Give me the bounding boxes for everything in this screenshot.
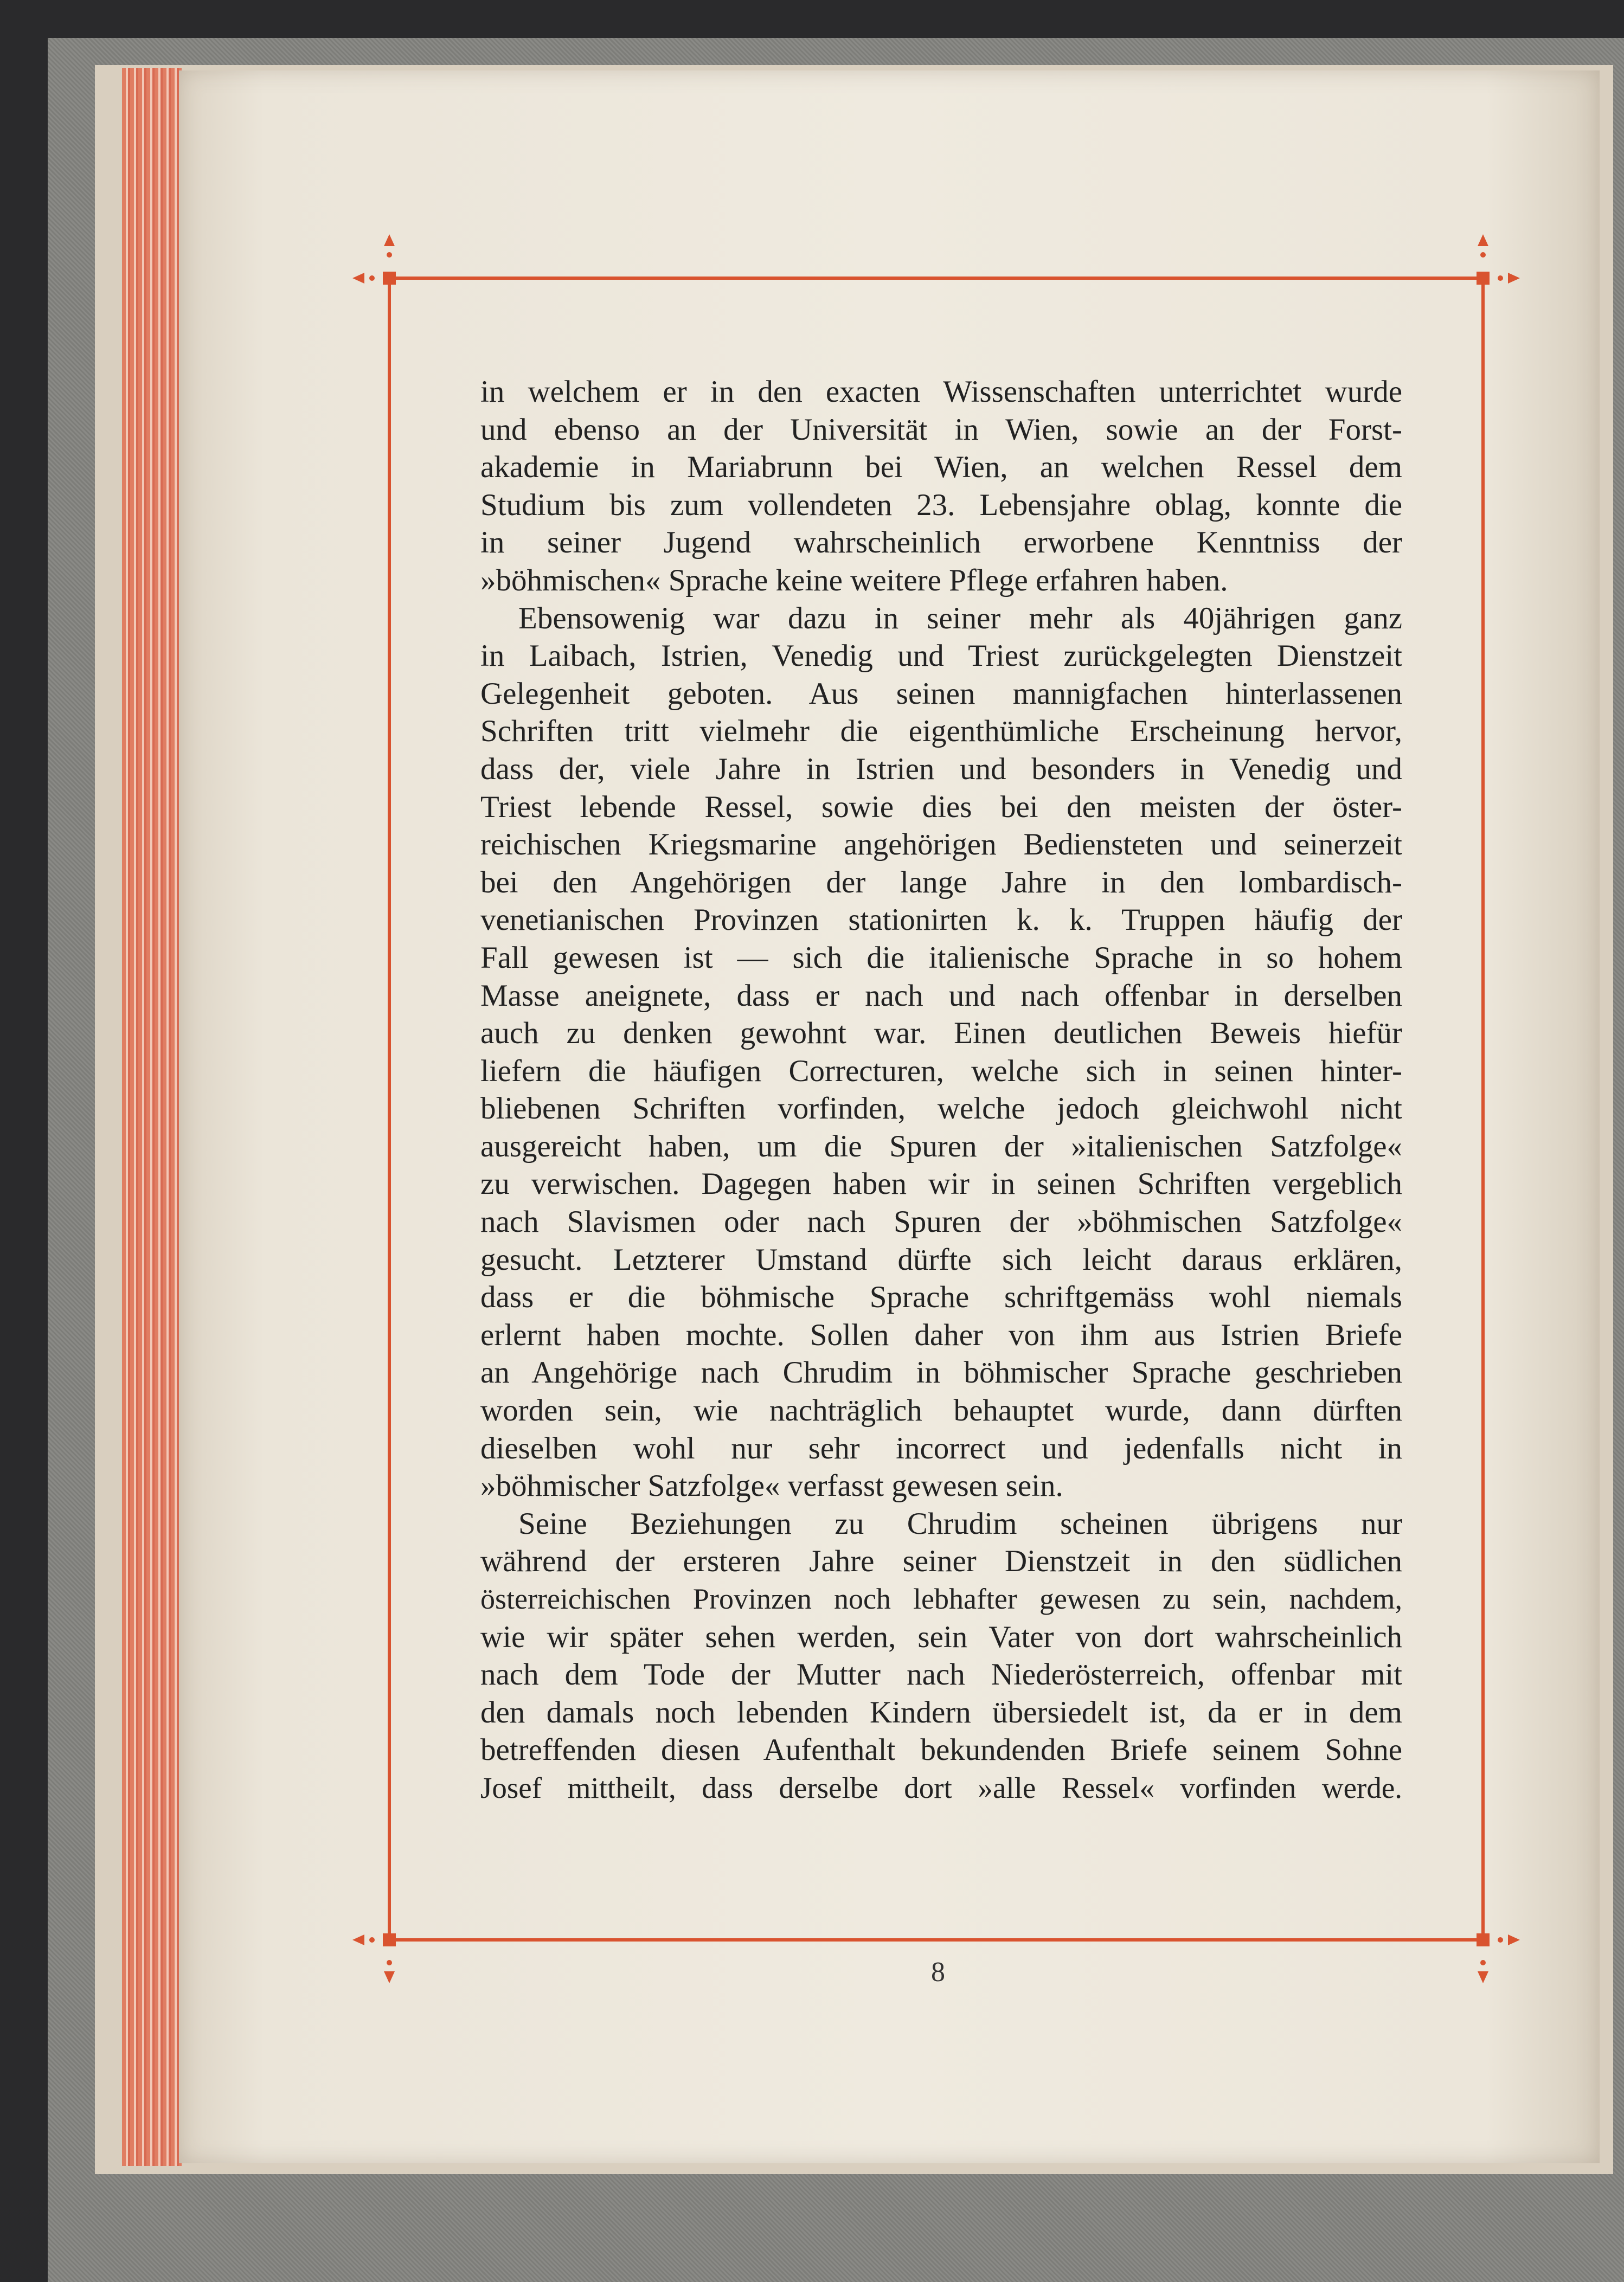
text-line: dass der, viele Jahre in Istrien und besonders in Venedig und [480,751,1402,786]
text-line: zu verwischen. Dagegen haben wir in seinen Schriften vergeblich [480,1167,1402,1201]
text-line: ausgereicht haben, um die Spuren der »italienischen Satzfolge« [480,1129,1402,1164]
text-line: in welchem er in den exacten Wissenschaften unterrichtet wurde [480,375,1402,409]
corner-ornament-top-left [352,234,396,285]
text-line: Josef mittheilt, dass derselbe dort »alle Ressel« vorfinden werde. [480,1771,1402,1804]
text-line: wie wir später sehen werden, sein Vater von dort wahrscheinlich [480,1619,1402,1654]
text-line: Schriften tritt vielmehr die eigenthümliche Erscheinung hervor, [480,714,1402,749]
text-line: in seiner Jugend wahrscheinlich erworbene Kenntniss der [480,525,1402,560]
text-line: erlernt haben mochte. Sollen daher von ihm aus Istrien Briefe [480,1317,1402,1352]
text-line: worden sein, wie nachträglich behauptet wurde, dann dürften [480,1393,1402,1428]
text-line: Fall gewesen ist — sich die italienische Sprache in so hohem [480,940,1402,975]
text-line: dieselben wohl nur sehr incorrect und jedenfalls nicht in [480,1431,1402,1465]
text-line: Triest lebende Ressel, sowie dies bei den meisten der öster- [480,789,1402,824]
text-line: Gelegenheit geboten. Aus seinen mannigfachen hinterlassenen [480,676,1402,711]
text-line: nach dem Tode der Mutter nach Niederösterreich, offenbar mit [480,1657,1402,1692]
text-line: liefern die häufigen Correcturen, welche sich in seinen hinter- [480,1053,1402,1088]
corner-ornament-top-right [1477,234,1520,285]
text-line: auch zu denken gewohnt war. Einen deutlichen Beweis hiefür [480,1016,1402,1051]
text-line: Seine Beziehungen zu Chrudim scheinen übrigens nur [518,1506,1402,1541]
text-line: venetianischen Provinzen stationirten k. k. Truppen häufig der [480,903,1402,937]
text-line: reichischen Kriegsmarine angehörigen Bediensteten und seinerzeit [480,827,1402,862]
text-line: und ebenso an der Universität in Wien, sowie an der Forst- [480,412,1402,447]
text-line: bei den Angehörigen der lange Jahre in den lombardisch- [480,865,1402,899]
text-line: »böhmischer Satzfolge« verfasst gewesen sein. [480,1469,1063,1503]
text-line: Studium bis zum vollendeten 23. Lebensjahre oblag, konnte die [480,487,1402,522]
text-line: betreffenden diesen Aufenthalt bekundenden Briefe seinem Sohne [480,1733,1402,1767]
text-line: Masse aneignete, dass er nach und nach offenbar in derselben [480,978,1402,1013]
corner-ornament-bottom-right [1477,1933,1520,1983]
body-text [480,373,1402,1807]
text-line: nach Slavismen oder nach Spuren der »böhmischen Satzfolge« [480,1205,1402,1239]
text-line: in Laibach, Istrien, Venedig und Triest zurückgelegten Dienstzeit [480,639,1402,673]
text-line: an Angehörige nach Chrudim in böhmischer Sprache geschrieben [480,1355,1402,1390]
text-line: österreichischen Provinzen noch lebhafter gewesen zu sein, nachdem, [480,1583,1402,1615]
text-line: bliebenen Schriften vorfinden, welche jedoch gleichwohl nicht [480,1091,1402,1126]
paragraph-1 [480,373,1402,600]
text-line: während der ersteren Jahre seiner Dienstzeit in den südlichen [480,1544,1402,1579]
text-line: akademie in Mariabrunn bei Wien, an welchen Ressel dem [480,450,1402,485]
text-line: dass er die böhmische Sprache schriftgemäss wohl niemals [480,1280,1402,1315]
paragraph-2 [480,600,1402,1505]
page-number: 8 [931,1957,945,1988]
text-line: »böhmischen« Sprache keine weitere Pflege erfahren haben. [480,563,1228,597]
text-line: Ebensowenig war dazu in seiner mehr als 40jährigen ganz [518,601,1402,635]
paragraph-3 [480,1505,1402,1807]
text-line: den damals noch lebenden Kindern übersiedelt ist, da er in dem [480,1695,1402,1730]
text-line: gesucht. Letzterer Umstand dürfte sich leicht daraus erklären, [480,1242,1402,1277]
corner-ornament-bottom-left [352,1933,396,1983]
